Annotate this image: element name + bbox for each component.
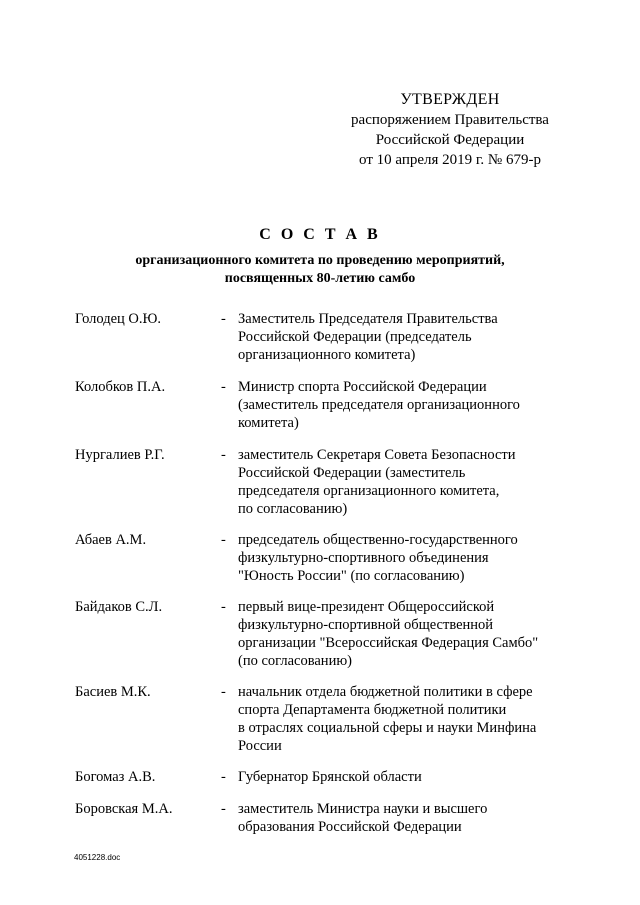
member-name: Колобков П.А.	[75, 379, 166, 395]
member-dash: -	[221, 684, 226, 700]
member-row	[0, 768, 640, 786]
approval-title: УТВЕРЖДЕН	[400, 91, 500, 108]
member-list	[0, 310, 640, 836]
member-row	[0, 598, 640, 670]
member-role: Губернатор Брянской области	[238, 769, 422, 785]
member-name: Голодец О.Ю.	[75, 311, 162, 327]
member-dash: -	[221, 769, 226, 785]
member-name: Абаев А.М.	[75, 532, 147, 548]
approval-line-3: от 10 апреля 2019 г. № 679-р	[359, 152, 541, 168]
member-role: начальник отдела бюджетной политики в сфере спорта Департамента бюджетной политики в отраслях социальной сферы и науки Минфина России	[238, 684, 537, 754]
member-role: Заместитель Председателя Правительства Российской Федерации (председатель организационного комитета)	[238, 311, 498, 363]
member-role: первый вице-президент Общероссийской физкультурно-спортивной общественной организации "Всероссийская Федерация Самбо" (по согласованию)	[238, 599, 539, 669]
member-role: Министр спорта Российской Федерации (заместитель председателя организационного комитета)	[238, 379, 520, 431]
member-row	[0, 531, 640, 585]
member-row	[0, 310, 640, 364]
member-row	[0, 800, 640, 836]
document-title: С О С Т А В	[259, 226, 381, 243]
member-name: Байдаков С.Л.	[75, 599, 163, 615]
approval-line-1: распоряжением Правительства	[351, 112, 549, 128]
subtitle-line-1: организационного комитета по проведению мероприятий,	[135, 253, 505, 268]
member-role: председатель общественно-государственного физкультурно-спортивного объединения "Юность России" (по согласованию)	[238, 532, 518, 584]
file-name: 4051228.doc	[74, 853, 121, 862]
member-name: Боровская М.А.	[75, 801, 173, 817]
member-name: Нургалиев Р.Г.	[75, 447, 165, 463]
member-row	[0, 378, 640, 432]
member-dash: -	[221, 379, 226, 395]
member-row	[0, 446, 640, 518]
member-row	[0, 683, 640, 755]
member-dash: -	[221, 311, 226, 327]
approval-line-2: Российской Федерации	[375, 132, 525, 148]
approval-block	[330, 90, 570, 170]
member-dash: -	[221, 599, 226, 615]
subtitle-line-2: посвященных 80-летию самбо	[224, 271, 416, 286]
member-role: заместитель Министра науки и высшего образования Российской Федерации	[238, 801, 488, 835]
member-dash: -	[221, 532, 226, 548]
member-name: Богомаз А.В.	[75, 769, 156, 785]
member-dash: -	[221, 447, 226, 463]
member-role: заместитель Секретаря Совета Безопасности Российской Федерации (заместитель председателя организационного комитета, по согласованию)	[238, 447, 516, 517]
member-name: Басиев М.К.	[75, 684, 151, 700]
member-dash: -	[221, 801, 226, 817]
document-subtitle	[0, 252, 640, 288]
